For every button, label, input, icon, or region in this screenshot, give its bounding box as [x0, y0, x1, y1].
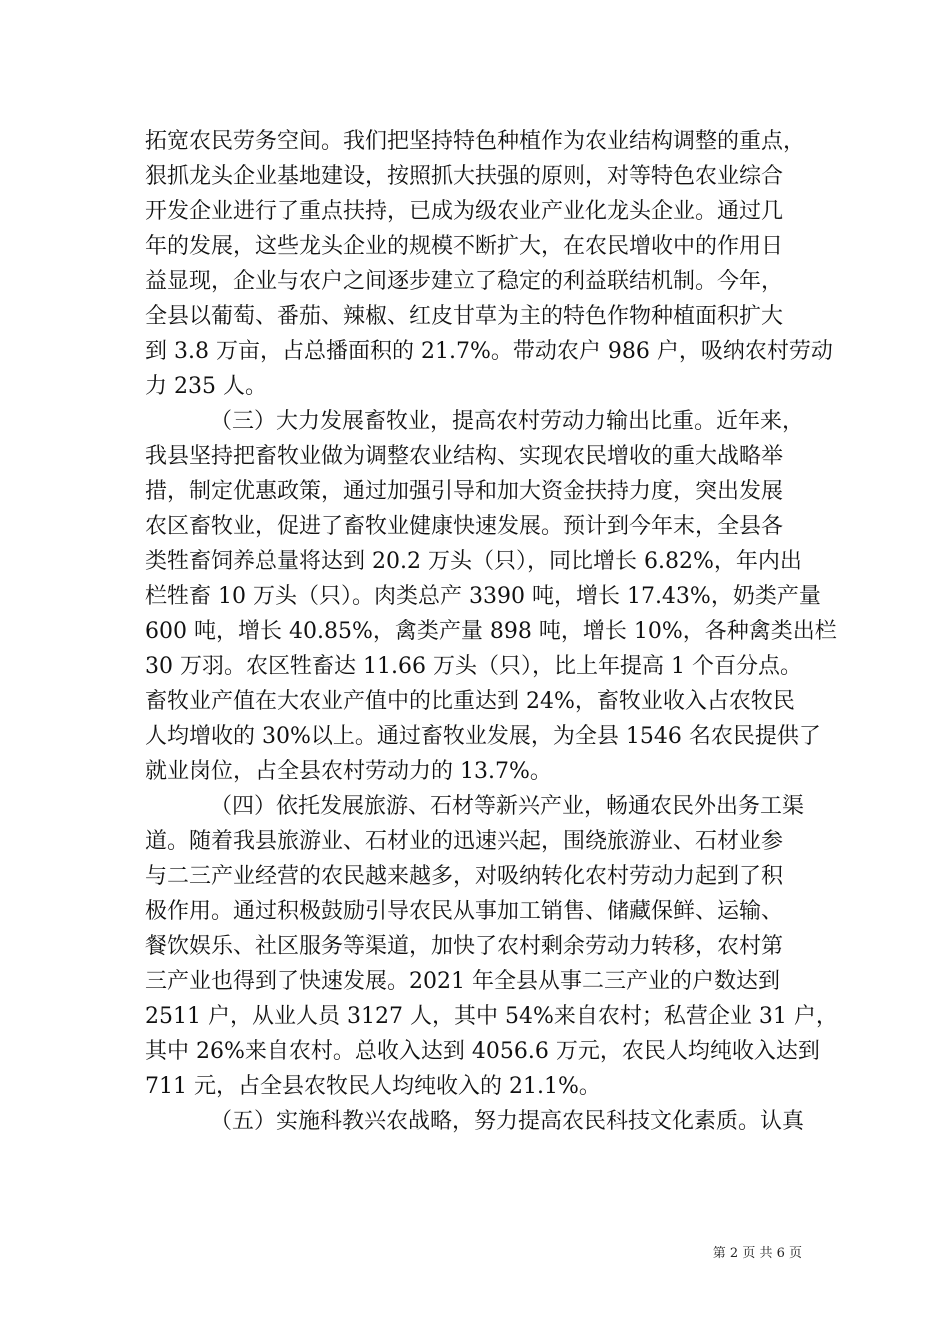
text-line: 我县坚持把畜牧业做为调整农业结构、实现农民增收的重大战略举 [145, 444, 784, 469]
text-line: 狠抓龙头企业基地建设，按照抓大扶强的原则，对等特色农业综合 [145, 164, 784, 189]
text-line: 三产业也得到了快速发展。2021 年全县从事二三产业的户数达到 [145, 969, 780, 994]
text-line: 711 元，占全县农牧民人均纯收入的 21.1%。 [145, 1074, 601, 1099]
text-line: 全县以葡萄、番茄、辣椒、红皮甘草为主的特色作物种植面积扩大 [145, 304, 784, 329]
text-line: 畜牧业产值在大农业产值中的比重达到 24%，畜牧业收入占农牧民 [145, 689, 795, 714]
text-line: 栏牲畜 10 万头（只）。肉类总产 3390 吨，增长 17.43%，奶类产量 [145, 584, 821, 609]
text-line: 人均增收的 30%以上。通过畜牧业发展，为全县 1546 名农民提供了 [145, 724, 821, 749]
text-line: 30 万羽。农区牲畜达 11.66 万头（只），比上年提高 1 个百分点。 [145, 654, 802, 679]
text-line: 极作用。通过积极鼓励引导农民从事加工销售、储藏保鲜、运输、 [145, 899, 784, 924]
text-line: 其中 26%来自农村。总收入达到 4056.6 万元，农民人均纯收入达到 [145, 1039, 820, 1064]
text-line: 道。随着我县旅游业、石材业的迅速兴起，围绕旅游业、石材业参 [145, 829, 784, 854]
section-heading-line: （五）实施科教兴农战略，努力提高农民科技文化素质。认真 [210, 1109, 805, 1134]
text-line: 力 235 人。 [145, 374, 267, 399]
text-line: 农区畜牧业，促进了畜牧业健康快速发展。预计到今年末，全县各 [145, 514, 784, 539]
text-line: 餐饮娱乐、社区服务等渠道，加快了农村剩余劳动力转移，农村第 [145, 934, 784, 959]
section-heading-line: （三）大力发展畜牧业，提高农村劳动力输出比重。近年来， [210, 409, 805, 434]
text-line: 到 3.8 万亩，占总播面积的 21.7%。带动农户 986 户，吸纳农村劳动 [145, 339, 833, 364]
text-line: 开发企业进行了重点扶持，已成为级农业产业化龙头企业。通过几 [145, 199, 784, 224]
text-line: 2511 户，从业人员 3127 人，其中 54%来自农村；私营企业 31 户， [145, 1004, 838, 1029]
text-line: 措，制定优惠政策，通过加强引导和加大资金扶持力度，突出发展 [145, 479, 784, 504]
text-line: 就业岗位，占全县农村劳动力的 13.7%。 [145, 759, 552, 784]
text-line: 与二三产业经营的农民越来越多，对吸纳转化农村劳动力起到了积 [145, 864, 784, 889]
page-number-footer: 第 2 页 共 6 页 [712, 1246, 802, 1261]
text-line: 益显现，企业与农户之间逐步建立了稳定的利益联结机制。今年， [145, 269, 784, 294]
section-heading-line: （四）依托发展旅游、石材等新兴产业，畅通农民外出务工渠 [210, 794, 805, 819]
text-line: 600 吨，增长 40.85%，禽类产量 898 吨，增长 10%，各种禽类出栏 [145, 619, 837, 644]
text-line: 类牲畜饲养总量将达到 20.2 万头（只），同比增长 6.82%，年内出 [145, 549, 802, 574]
text-line: 年的发展，这些龙头企业的规模不断扩大，在农民增收中的作用日 [145, 234, 784, 259]
text-line: 拓宽农民劳务空间。我们把坚持特色种植作为农业结构调整的重点， [145, 129, 806, 154]
